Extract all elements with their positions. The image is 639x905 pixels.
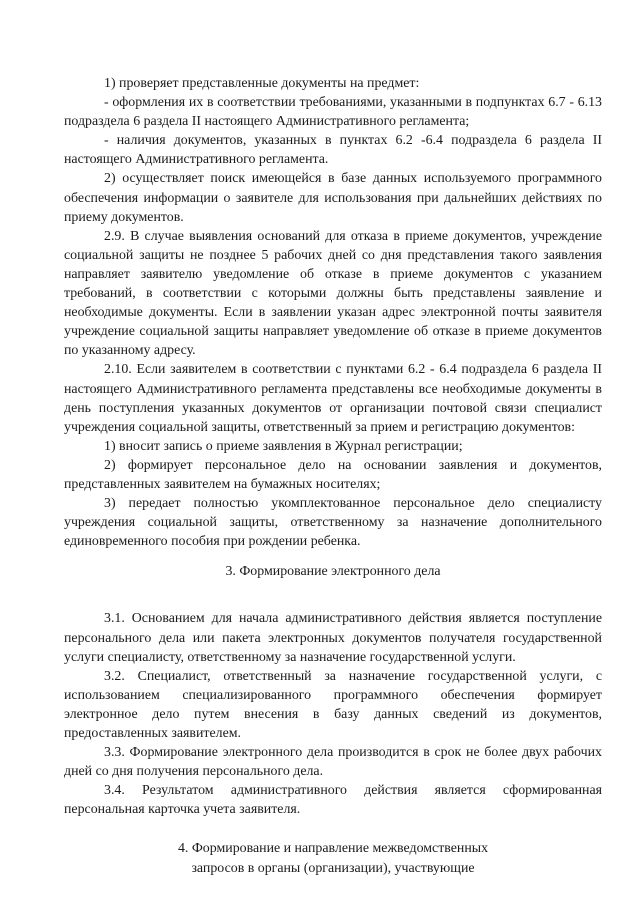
paragraph-check-documents: 1) проверяет представленные документы на предмет: [104,76,420,91]
paragraph-2-9: 2.9. В случае выявления оснований для отказа в приеме документов, учреждение социальной защиты не позднее 5 рабочих дней со дня представления такого заявления направляет заявителю уведомление об отказе в приеме документов с указанием требований, в соответствии с которыми должны быть представлены заявление и необходимые документы. Если в заявлении указан адрес электронной почты заявителя учреждение социальной защиты направляет уведомление об отказе в приеме документов по указанному адресу. [64,228,602,359]
paragraph-register-entry: 1) вносит запись о приеме заявления в Журнал регистрации; [104,438,463,454]
paragraph-3-2: 3.2. Специалист, ответственный за назначение государственной услуги, с использованием специализированного программного обеспечения формирует электронное дело путем внесения в базу данных сведений из документов, предоставленных заявителем. [64,668,602,741]
paragraph-3-4: 3.4. Результатом административного действия является сформированная персональная карточка учета заявителя. [64,783,602,818]
paragraph-3-1: 3.1. Основанием для начала административного действия является поступление персонального дела или пакета электронных документов получателя государственной услуги специалисту, ответственному за назначение государственной услуги. [64,611,602,665]
paragraph-2-10: 2.10. Если заявителем в соответствии с пунктами 6.2 - 6.4 подраздела 6 раздела II настоящего Административного регламента представлены все необходимые документы в день поступления указанных документов от организации почтовой связи специалист учреждения социальной защиты, ответственный за прием и регистрацию документов: [64,362,602,435]
document-body [64,74,602,878]
section-4-heading-line-2: запросов в органы (организации), участвующие [191,860,475,876]
spacer [64,819,602,839]
paragraph-search-database: 2) осуществляет поиск имеющейся в базе данных используемого программного обеспечения информации о заявителе для использования при дальнейших действиях по приему документов. [64,171,602,225]
spacer [64,581,602,609]
paragraph-transfer-file: 3) передает полностью укомплектованное персональное дело специалисту учреждения социальной защиты, ответственному за назначение дополнительного единовременного пособия при рождении ребенка. [64,496,602,550]
paragraph-check-presence: - наличия документов, указанных в пунктах 6.2 -6.4 подраздела 6 раздела II настоящего Административного регламента. [64,133,602,168]
section-4-heading-line-1: 4. Формирование и направление межведомственных [177,841,489,857]
section-3-heading: 3. Формирование электронного дела [225,564,441,580]
paragraph-form-personal-file: 2) формирует персональное дело на основании заявления и документов, представленных заявителем на бумажных носителях; [64,457,602,492]
paragraph-check-formatting: - оформления их в соответствии требованиями, указанными в подпунктах 6.7 - 6.13 подраздела 6 раздела II настоящего Административного регламента; [64,95,602,130]
paragraph-3-3: 3.3. Формирование электронного дела производится в срок не более двух рабочих дней со дня получения персонального дела. [64,745,602,780]
spacer [64,551,602,562]
